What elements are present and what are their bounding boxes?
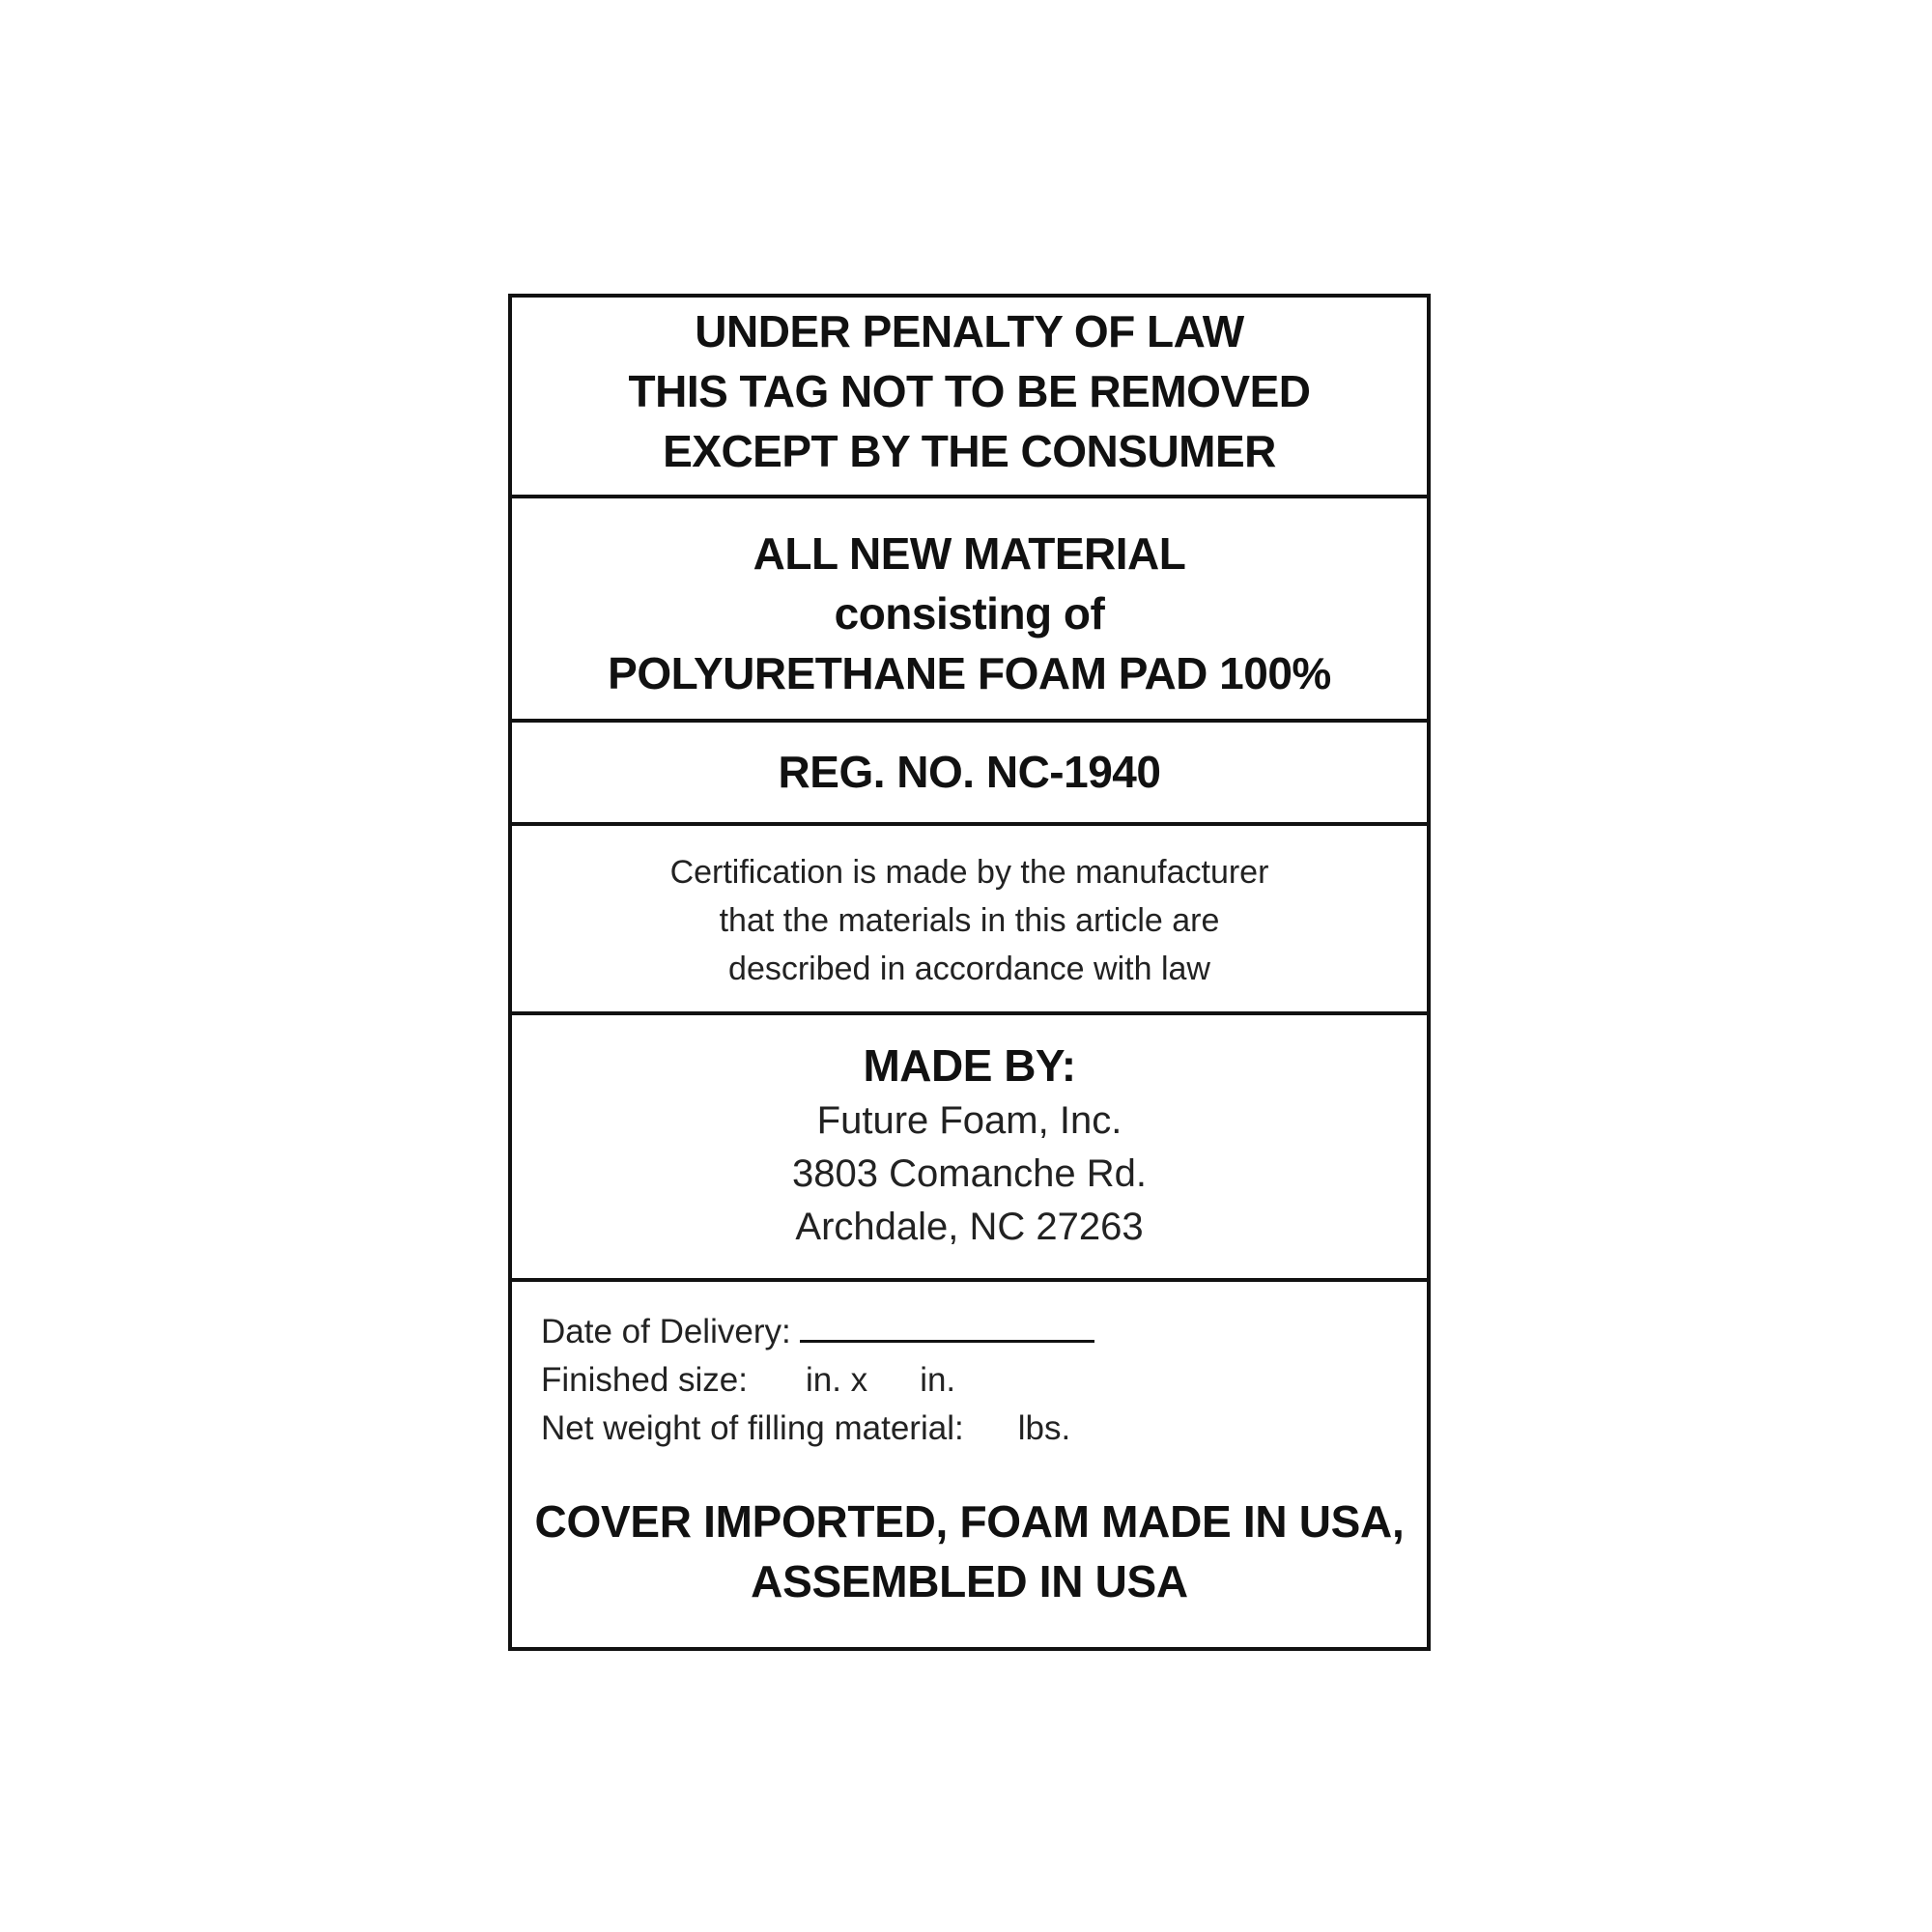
made-by-section [512, 1015, 1427, 1282]
date-label: Date of Delivery: [541, 1313, 791, 1350]
size-label: Finished size: [541, 1361, 748, 1399]
manufacturer-name: Future Foam, Inc. [816, 1099, 1122, 1142]
origin-statement [512, 1492, 1427, 1611]
warning-line: UNDER PENALTY OF LAW [695, 306, 1244, 356]
manufacturer-street: 3803 Comanche Rd. [792, 1152, 1147, 1195]
origin-line: ASSEMBLED IN USA [751, 1556, 1188, 1606]
warning-line: THIS TAG NOT TO BE REMOVED [628, 366, 1311, 416]
manufacturer-city: Archdale, NC 27263 [795, 1206, 1144, 1248]
material-line: ALL NEW MATERIAL [753, 528, 1186, 579]
law-tag [508, 294, 1431, 1651]
size-unit-2: in. [920, 1361, 956, 1399]
warning-section [512, 298, 1427, 498]
origin-line: COVER IMPORTED, FOAM MADE IN USA, [534, 1496, 1405, 1547]
size-unit-1: in. x [805, 1361, 868, 1399]
material-line: consisting of [834, 588, 1105, 639]
weight-unit: lbs. [1017, 1409, 1071, 1447]
made-by-label: MADE BY: [863, 1040, 1076, 1091]
certification-line: Certification is made by the manufacturer [669, 854, 1269, 891]
certification-line: described in accordance with law [728, 951, 1210, 987]
warning-line: EXCEPT BY THE CONSUMER [663, 426, 1276, 476]
certification-line: that the materials in this article are [719, 902, 1220, 939]
reg-section [512, 723, 1427, 826]
reg-number: REG. NO. NC-1940 [778, 747, 1161, 797]
date-blank [800, 1307, 1094, 1343]
material-section [512, 498, 1427, 723]
weight-label: Net weight of filling material: [541, 1409, 964, 1447]
certification-section [512, 826, 1427, 1015]
material-line: POLYURETHANE FOAM PAD 100% [608, 648, 1331, 698]
details-section [512, 1282, 1427, 1647]
